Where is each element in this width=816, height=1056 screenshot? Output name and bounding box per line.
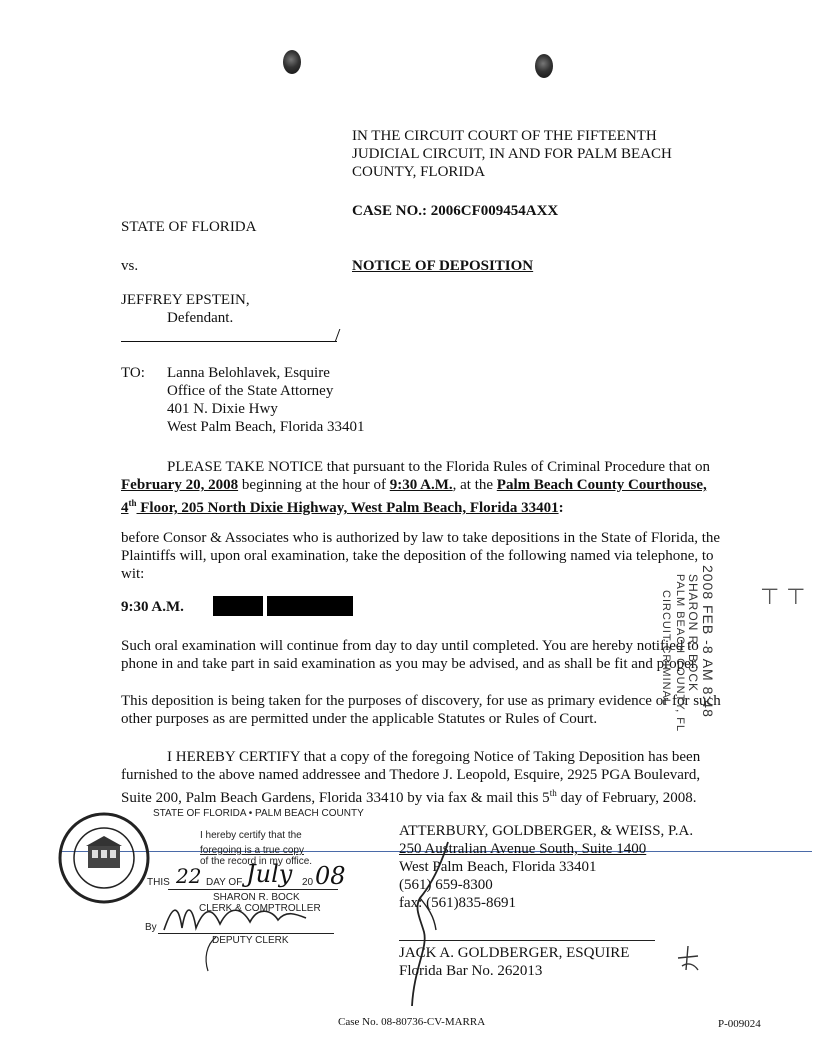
notice-paragraph-line: PLEASE TAKE NOTICE that pursuant to the Florida Rules of Criminal Procedure that on <box>167 459 711 475</box>
flourish-graphic <box>200 935 220 975</box>
firm-address-1: 250 Australian Avenue South, Suite 1400 <box>399 841 647 857</box>
case-number: CASE NO.: 2006CF009454AXX <box>352 203 559 219</box>
firm-phone: (561) 659-8300 <box>399 877 493 893</box>
redaction-bar <box>267 596 353 616</box>
notice-paragraph-line <box>121 494 564 517</box>
court-heading <box>352 127 672 181</box>
text-span: : <box>558 500 564 516</box>
filing-stamp-county: PALM BEACH COUNTY, FL <box>674 574 686 733</box>
attorney-signature-line <box>399 940 655 941</box>
cert-month: July <box>246 860 293 888</box>
filing-mark: ⊤ ⊤ <box>760 585 806 610</box>
superscript: th <box>549 788 557 798</box>
deponent-time: 9:30 A.M. <box>121 599 184 615</box>
caption-rule-slash <box>335 329 341 342</box>
notice-paragraph-line <box>121 476 707 494</box>
defendant-role: Defendant. <box>167 310 234 326</box>
cert-line: of the record in my office. <box>200 856 313 867</box>
text-span: Suite 200, Palm Beach Gardens, Florida 33410 by via fax & mail this 5 <box>121 790 550 806</box>
paragraph-before-consor <box>121 529 720 583</box>
cert-day-of: DAY OF <box>206 877 243 888</box>
deputy-signature-graphic <box>160 898 310 938</box>
deposition-place: Palm Beach County Courthouse, <box>496 477 707 493</box>
attorney-bar-number: Florida Bar No. 262013 <box>399 963 543 979</box>
cert-line: foregoing is a true copy <box>200 845 304 856</box>
deposition-hour: 9:30 A.M. <box>389 477 453 493</box>
certify-line <box>121 784 697 807</box>
paragraph-purpose <box>121 692 721 728</box>
to-address-line: Lanna Belohlavek, Esquire <box>167 365 330 381</box>
defendant-name: JEFFREY EPSTEIN, <box>121 292 250 308</box>
floor-number: 4 <box>121 500 129 516</box>
filing-stamp-clerk: SHARON R. BOCK <box>686 574 700 693</box>
margin-mark <box>674 944 704 979</box>
cert-year: 08 <box>315 862 346 890</box>
cert-year-prefix: 20 <box>302 877 314 888</box>
cert-by: By <box>145 922 157 933</box>
cert-day: 22 <box>176 864 202 888</box>
paragraph-line: Plaintiffs will, upon oral examination, take the deposition of the following named via telephone, to <box>121 548 714 564</box>
plaintiff: STATE OF FLORIDA <box>121 219 257 235</box>
certify-line: furnished to the above named addressee and Thedore J. Leopold, Esquire, 2925 PGA Boulevard, <box>121 767 701 783</box>
binder-hole-right <box>535 54 553 78</box>
to-label: TO: <box>121 365 145 381</box>
floor-superscript: th <box>128 498 137 508</box>
cert-flourish <box>200 935 220 980</box>
certify-line: I HEREBY CERTIFY that a copy of the foregoing Notice of Taking Deposition has been <box>167 749 701 765</box>
footer-case-number: Case No. 08-80736-CV-MARRA <box>338 1016 486 1028</box>
to-address-line: Office of the State Attorney <box>167 383 334 399</box>
text-span: beginning at the hour of <box>238 477 390 493</box>
court-heading-line: IN THE CIRCUIT COURT OF THE FIFTEENTH <box>352 128 657 144</box>
clerk-seal <box>58 812 150 904</box>
firm-name: ATTERBURY, GOLDBERGER, & WEISS, P.A. <box>399 823 694 839</box>
cert-underline <box>168 889 338 890</box>
court-heading-line: COUNTY, FLORIDA <box>352 164 486 180</box>
redaction-bar <box>213 596 263 616</box>
cert-clerk-name: SHARON R. BOCK <box>213 892 300 903</box>
paragraph-line: Such oral examination will continue from day to day until completed. You are hereby notified to <box>121 638 699 654</box>
firm-fax: fax: (561)835-8691 <box>399 895 517 911</box>
text-span: , at the <box>452 477 497 493</box>
paragraph-line: This deposition is being taken for the purposes of discovery, for use as primary evidence or for such <box>121 693 721 709</box>
cert-header: STATE OF FLORIDA • PALM BEACH COUNTY <box>153 808 364 819</box>
attorney-signature <box>400 838 460 1013</box>
binder-hole-left <box>283 50 301 74</box>
cert-this: THIS <box>147 877 170 888</box>
notice-title: NOTICE OF DEPOSITION <box>352 258 534 274</box>
court-heading-line: JUDICIAL CIRCUIT, IN AND FOR PALM BEACH <box>352 146 672 162</box>
attorney-name: JACK A. GOLDBERGER, ESQUIRE <box>399 945 630 961</box>
deposition-date: February 20, 2008 <box>121 477 239 493</box>
paragraph-line: phone in and take part in said examination as you may be advised, and as shall be fit and proper. <box>121 656 699 672</box>
caption-rule <box>121 341 337 342</box>
cert-by-line <box>158 933 334 934</box>
firm-address-2: West Palm Beach, Florida 33401 <box>399 859 597 875</box>
cert-line: I hereby certify that the <box>200 830 302 841</box>
paragraph-line: wit: <box>121 566 145 582</box>
seal-graphic <box>58 812 150 904</box>
to-address-line: 401 N. Dixie Hwy <box>167 401 278 417</box>
cert-deputy: DEPUTY CLERK <box>212 935 289 946</box>
margin-mark-graphic <box>674 944 704 974</box>
paragraph-oral-examination <box>121 637 699 673</box>
attorney-signature-graphic <box>400 838 460 1008</box>
cert-clerk-title: CLERK & COMPTROLLER <box>199 903 321 914</box>
bates-number: P-009024 <box>718 1018 761 1030</box>
deposition-address: Floor, 205 North Dixie Highway, West Palm Beach, Florida 33401 <box>136 500 559 516</box>
versus: vs. <box>121 258 139 274</box>
filing-stamp-division: CIRCUIT CRIMINAL <box>660 590 672 707</box>
text-span: day of February, 2008. <box>556 790 697 806</box>
to-address <box>167 364 365 436</box>
paragraph-line: before Consor & Associates who is authorized by law to take depositions in the State of Florida, the <box>121 530 721 546</box>
to-address-line: West Palm Beach, Florida 33401 <box>167 419 365 435</box>
filing-stamp-date: 2008 FEB -8 AM 8:48 <box>700 565 716 718</box>
paragraph-line: other purposes as are permitted under the applicable Statutes or Rules of Court. <box>121 711 598 727</box>
